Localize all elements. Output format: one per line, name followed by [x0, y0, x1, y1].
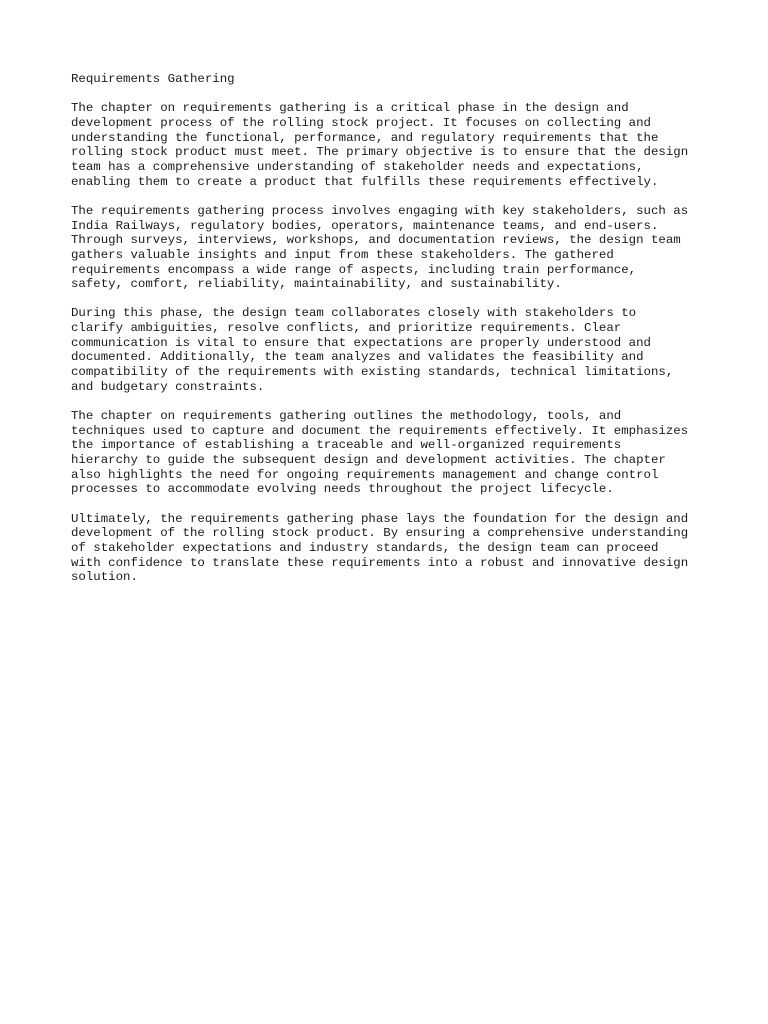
paragraph-line: development process of the rolling stock project. It focuses on collecting and	[71, 115, 651, 130]
paragraph-line: The chapter on requirements gathering outlines the methodology, tools, and	[71, 409, 622, 424]
paragraph-5	[71, 512, 711, 585]
paragraph-line: with confidence to translate these requirements into a robust and innovative design	[71, 555, 689, 570]
paragraph-line: The chapter on requirements gathering is a critical phase in the design and	[71, 101, 629, 116]
paragraph-line: development of the rolling stock product. By ensuring a comprehensive understanding	[71, 526, 689, 541]
paragraph-line: The requirements gathering process involves engaging with key stakeholders, such as	[71, 203, 689, 218]
paragraph-line: documented. Additionally, the team analyzes and validates the feasibility and	[71, 350, 644, 365]
paragraph-4	[71, 409, 711, 497]
paragraph-2	[71, 204, 711, 292]
paragraph-line: India Railways, regulatory bodies, operators, maintenance teams, and end-users.	[71, 218, 659, 233]
paragraph-line: clarify ambiguities, resolve conflicts, and prioritize requirements. Clear	[71, 321, 622, 336]
paragraph-line: enabling them to create a product that fulfills these requirements effectively.	[71, 174, 659, 189]
paragraph-line: safety, comfort, reliability, maintainability, and sustainability.	[71, 277, 562, 292]
paragraph-line: hierarchy to guide the subsequent design and development activities. The chapter	[71, 453, 666, 467]
paragraph-line: solution.	[71, 570, 138, 585]
document-page	[71, 72, 711, 600]
paragraph-line: and budgetary constraints.	[71, 379, 265, 394]
paragraph-line: During this phase, the design team collaborates closely with stakeholders to	[71, 306, 637, 321]
paragraph-line: communication is vital to ensure that expectations are properly understood and	[71, 335, 651, 350]
paragraph-line: also highlights the need for ongoing requirements management and change control	[71, 467, 659, 482]
paragraph-line: requirements encompass a wide range of aspects, including train performance,	[71, 262, 637, 277]
paragraph-line: the importance of establishing a traceable and well-organized requirements	[71, 438, 622, 453]
paragraph-line: Through surveys, interviews, workshops, and documentation reviews, the design team	[71, 233, 681, 248]
paragraph-line: gathers valuable insights and input from these stakeholders. The gathered	[71, 247, 614, 262]
paragraph-line: team has a comprehensive understanding of stakeholder needs and expectations,	[71, 159, 644, 174]
paragraph-line: understanding the functional, performance, and regulatory requirements that the	[71, 130, 659, 145]
paragraph-line: of stakeholder expectations and industry standards, the design team can proceed	[71, 540, 659, 555]
paragraph-line: techniques used to capture and document the requirements effectively. It emphasizes	[71, 423, 689, 438]
document-title: Requirements Gathering	[71, 72, 235, 86]
paragraph-1	[71, 101, 711, 189]
paragraph-line: rolling stock product must meet. The primary objective is to ensure that the design	[71, 145, 689, 160]
paragraph-3	[71, 306, 711, 394]
paragraph-line: compatibility of the requirements with existing standards, technical limitations,	[71, 365, 674, 380]
paragraph-line: processes to accommodate evolving needs throughout the project lifecycle.	[71, 482, 614, 497]
paragraph-line: Ultimately, the requirements gathering phase lays the foundation for the design and	[71, 511, 689, 526]
